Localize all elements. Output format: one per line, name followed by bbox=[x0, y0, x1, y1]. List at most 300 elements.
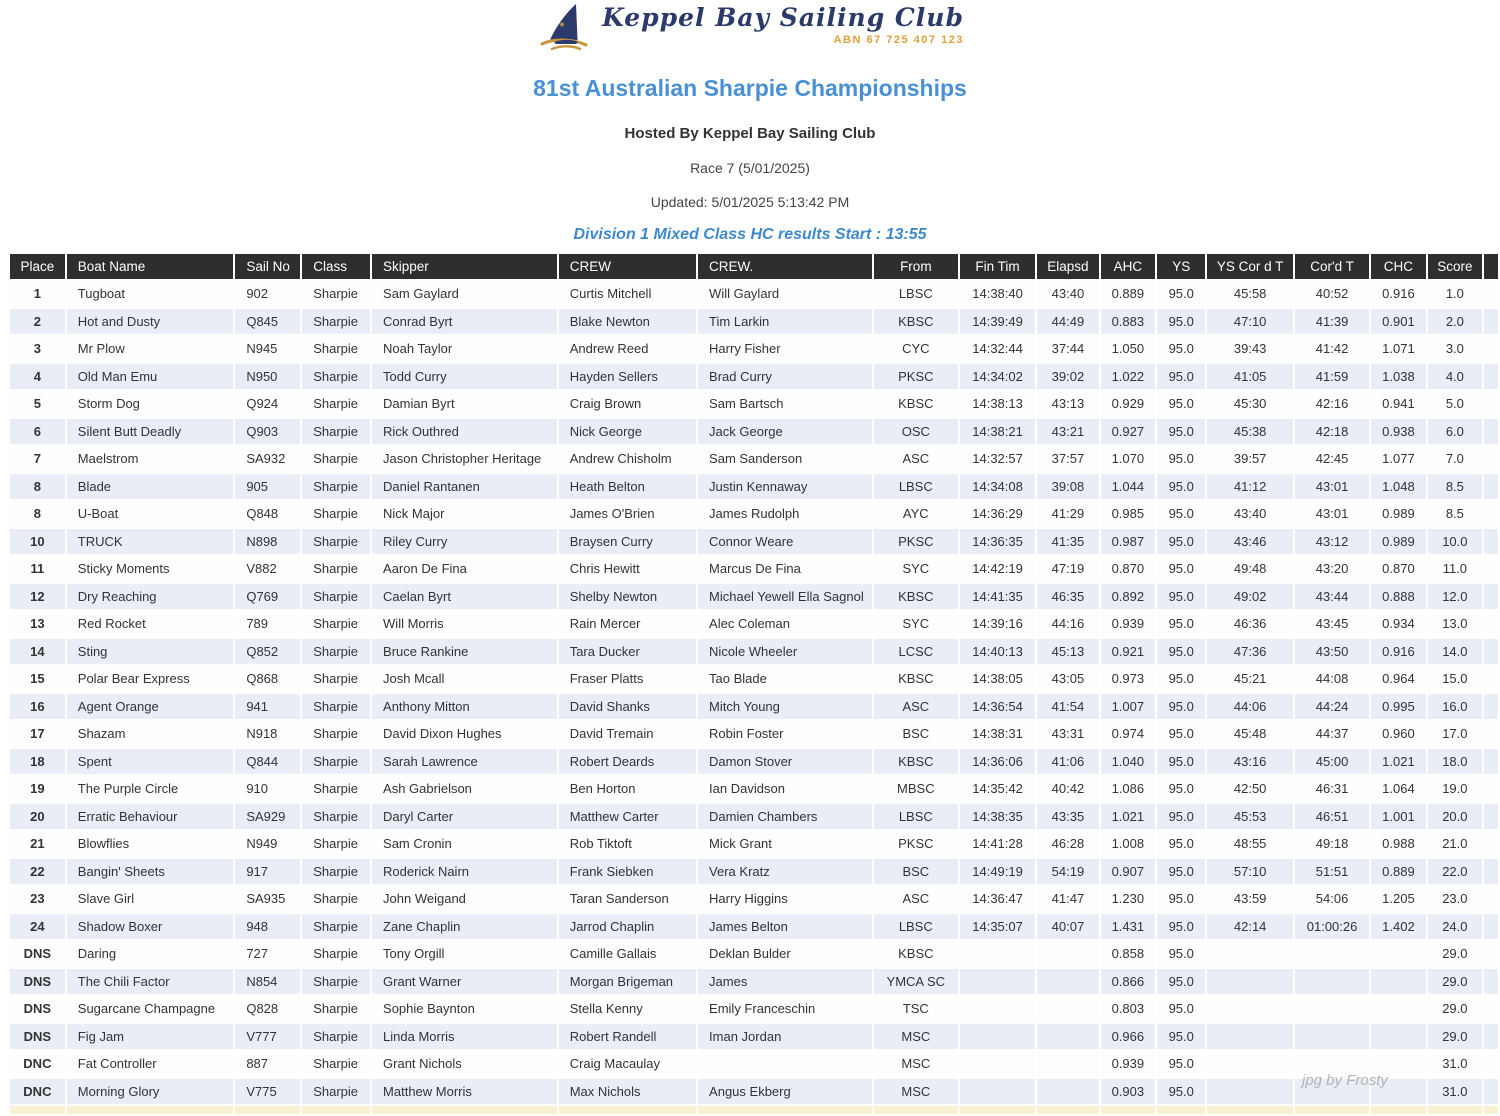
cell: 7.0 bbox=[1428, 446, 1483, 472]
cell bbox=[1484, 1106, 1498, 1114]
cell: 29.0 bbox=[1428, 941, 1483, 967]
cell bbox=[1484, 529, 1498, 555]
cell: Anthony Mitton bbox=[372, 694, 557, 720]
cell: 95.0 bbox=[1157, 804, 1205, 830]
cell: Andrew Reed bbox=[559, 336, 696, 362]
cell: Sharpie bbox=[302, 391, 370, 417]
cell: 45:58 bbox=[1207, 281, 1293, 307]
column-header-ahc: AHC bbox=[1101, 254, 1155, 279]
cell: 95.0 bbox=[1157, 309, 1205, 335]
cell: Tara Ducker bbox=[559, 639, 696, 665]
cell: 43:40 bbox=[1207, 501, 1293, 527]
cell: 14:35:42 bbox=[960, 776, 1035, 802]
cell: TRUCK bbox=[67, 529, 234, 555]
table-row bbox=[10, 886, 1498, 912]
cell: Max Nichols bbox=[559, 1079, 696, 1105]
cell: Heath Belton bbox=[559, 474, 696, 500]
cell: PKSC bbox=[874, 364, 958, 390]
cell: MBSC bbox=[874, 776, 958, 802]
cell: 42:14 bbox=[1207, 914, 1293, 940]
cell bbox=[1484, 281, 1498, 307]
cell: 0.939 bbox=[1101, 611, 1155, 637]
cell bbox=[960, 1106, 1035, 1114]
cell: 0.803 bbox=[1101, 996, 1155, 1022]
cell: 0.916 bbox=[1371, 639, 1425, 665]
cell: Sharpie bbox=[302, 804, 370, 830]
cell: 0.921 bbox=[1101, 639, 1155, 665]
cell: 14:38:31 bbox=[960, 721, 1035, 747]
cell: 95.0 bbox=[1157, 914, 1205, 940]
cell: 917 bbox=[235, 859, 300, 885]
cell: 0.973 bbox=[1101, 666, 1155, 692]
cell: Q903 bbox=[235, 419, 300, 445]
cell bbox=[1207, 941, 1293, 967]
cell bbox=[1484, 309, 1498, 335]
cell: 95.0 bbox=[1157, 831, 1205, 857]
cell: 95.0 bbox=[1157, 1079, 1205, 1105]
cell: James Rudolph bbox=[698, 501, 872, 527]
table-row bbox=[10, 941, 1498, 967]
cell: N918 bbox=[235, 721, 300, 747]
place-cell: 18 bbox=[10, 749, 65, 775]
column-header-sliver bbox=[1484, 254, 1498, 279]
cell bbox=[302, 1106, 370, 1114]
cell: Camille Gallais bbox=[559, 941, 696, 967]
cell: ASC bbox=[874, 446, 958, 472]
cell: 43:12 bbox=[1295, 529, 1369, 555]
table-row bbox=[10, 391, 1498, 417]
cell: Justin Kennaway bbox=[698, 474, 872, 500]
cell: V882 bbox=[235, 556, 300, 582]
place-cell: 3 bbox=[10, 336, 65, 362]
cell: 948 bbox=[235, 914, 300, 940]
table-row bbox=[10, 446, 1498, 472]
table-row bbox=[10, 666, 1498, 692]
cell: 46:28 bbox=[1037, 831, 1098, 857]
place-cell: 21 bbox=[10, 831, 65, 857]
cell bbox=[1371, 996, 1425, 1022]
cell: Sharpie bbox=[302, 1024, 370, 1050]
cell bbox=[1207, 1051, 1293, 1077]
cell: Sharpie bbox=[302, 749, 370, 775]
cell: Daniel Rantanen bbox=[372, 474, 557, 500]
cell: N854 bbox=[235, 969, 300, 995]
cell: KBSC bbox=[874, 391, 958, 417]
cell bbox=[1484, 1079, 1498, 1105]
cell: Red Rocket bbox=[67, 611, 234, 637]
cell: Andrew Chisholm bbox=[559, 446, 696, 472]
cell: Robert Randell bbox=[559, 1024, 696, 1050]
cell: 887 bbox=[235, 1051, 300, 1077]
cell: 1.070 bbox=[1101, 446, 1155, 472]
cell: Harry Higgins bbox=[698, 886, 872, 912]
cell: Storm Dog bbox=[67, 391, 234, 417]
cell bbox=[1371, 1106, 1425, 1114]
table-row bbox=[10, 749, 1498, 775]
cell bbox=[1484, 611, 1498, 637]
place-cell: 8 bbox=[10, 501, 65, 527]
cell: Sting bbox=[67, 639, 234, 665]
club-abn: ABN 67 725 407 123 bbox=[833, 34, 964, 46]
cell: 8.5 bbox=[1428, 474, 1483, 500]
cell: 1.048 bbox=[1371, 474, 1425, 500]
cell bbox=[1484, 639, 1498, 665]
table-row bbox=[10, 309, 1498, 335]
cell: Rick Outhred bbox=[372, 419, 557, 445]
cell: 49:18 bbox=[1295, 831, 1369, 857]
cell: 95.0 bbox=[1157, 529, 1205, 555]
cell bbox=[1484, 969, 1498, 995]
cell: James Belton bbox=[698, 914, 872, 940]
place-cell: 7 bbox=[10, 446, 65, 472]
cell: Jason Christopher Heritage bbox=[372, 446, 557, 472]
place-cell: DNS bbox=[10, 969, 65, 995]
cell: 14:40:13 bbox=[960, 639, 1035, 665]
cell bbox=[1484, 391, 1498, 417]
cell: 49:02 bbox=[1207, 584, 1293, 610]
cell: Morning Glory bbox=[67, 1079, 234, 1105]
cell: 0.916 bbox=[1371, 281, 1425, 307]
cell: MSC bbox=[874, 1024, 958, 1050]
cell bbox=[10, 1106, 65, 1114]
cell bbox=[1037, 1079, 1098, 1105]
cell: Q852 bbox=[235, 639, 300, 665]
cell bbox=[1037, 1051, 1098, 1077]
cell: SA929 bbox=[235, 804, 300, 830]
table-row bbox=[10, 419, 1498, 445]
cell: 95.0 bbox=[1157, 584, 1205, 610]
table-row bbox=[10, 804, 1498, 830]
cell: 14:39:49 bbox=[960, 309, 1035, 335]
cell: 95.0 bbox=[1157, 749, 1205, 775]
cell: Matthew Carter bbox=[559, 804, 696, 830]
table-row bbox=[10, 1051, 1498, 1077]
cell: 95.0 bbox=[1157, 639, 1205, 665]
cell: Fat Controller bbox=[67, 1051, 234, 1077]
cell bbox=[960, 969, 1035, 995]
page-title: 81st Australian Sharpie Championships bbox=[533, 75, 967, 101]
cell: KBSC bbox=[874, 309, 958, 335]
cell: LBSC bbox=[874, 474, 958, 500]
cell: 1.230 bbox=[1101, 886, 1155, 912]
cell bbox=[1484, 749, 1498, 775]
cell: Sophie Baynton bbox=[372, 996, 557, 1022]
table-row bbox=[10, 364, 1498, 390]
cell: 14:38:13 bbox=[960, 391, 1035, 417]
cell bbox=[235, 1106, 300, 1114]
club-logo bbox=[0, 0, 1500, 55]
cell: 48:55 bbox=[1207, 831, 1293, 857]
cell: 13.0 bbox=[1428, 611, 1483, 637]
cell: Taran Sanderson bbox=[559, 886, 696, 912]
cell: Mick Grant bbox=[698, 831, 872, 857]
cell: Dry Reaching bbox=[67, 584, 234, 610]
cell: 1.001 bbox=[1371, 804, 1425, 830]
cell: 41:54 bbox=[1037, 694, 1098, 720]
cell: ASC bbox=[874, 886, 958, 912]
cell: David Tremain bbox=[559, 721, 696, 747]
cell: LBSC bbox=[874, 914, 958, 940]
cell: Sharpie bbox=[302, 831, 370, 857]
cell: 37:44 bbox=[1037, 336, 1098, 362]
column-header-fin-tim: Fin Tim bbox=[960, 254, 1035, 279]
cell: Sharpie bbox=[302, 776, 370, 802]
cell: 0.889 bbox=[1101, 281, 1155, 307]
cell bbox=[1484, 914, 1498, 940]
cell: Fig Jam bbox=[67, 1024, 234, 1050]
place-cell: DNC bbox=[10, 1079, 65, 1105]
cell bbox=[559, 1106, 696, 1114]
cell: 0.889 bbox=[1371, 859, 1425, 885]
cell bbox=[1207, 1079, 1293, 1105]
cell: 0.939 bbox=[1101, 1051, 1155, 1077]
cell: 1.044 bbox=[1101, 474, 1155, 500]
column-header-sail-no: Sail No bbox=[235, 254, 300, 279]
cell: Sharpie bbox=[302, 556, 370, 582]
cell bbox=[1295, 996, 1369, 1022]
place-cell: 17 bbox=[10, 721, 65, 747]
column-header-crew: CREW bbox=[559, 254, 696, 279]
cell: Q769 bbox=[235, 584, 300, 610]
table-row bbox=[10, 474, 1498, 500]
cell: LBSC bbox=[874, 804, 958, 830]
cell: 4.0 bbox=[1428, 364, 1483, 390]
cell: Shadow Boxer bbox=[67, 914, 234, 940]
cell: 10.0 bbox=[1428, 529, 1483, 555]
cell: 44:37 bbox=[1295, 721, 1369, 747]
cell: Sugarcane Champagne bbox=[67, 996, 234, 1022]
cell: 46:31 bbox=[1295, 776, 1369, 802]
cell: Q844 bbox=[235, 749, 300, 775]
cell: Hayden Sellers bbox=[559, 364, 696, 390]
cell: Blowflies bbox=[67, 831, 234, 857]
cell: Riley Curry bbox=[372, 529, 557, 555]
place-cell: 22 bbox=[10, 859, 65, 885]
place-cell: 20 bbox=[10, 804, 65, 830]
cell: BSC bbox=[874, 721, 958, 747]
cell: 14:49:19 bbox=[960, 859, 1035, 885]
cell: Q868 bbox=[235, 666, 300, 692]
cell: 95.0 bbox=[1157, 996, 1205, 1022]
cell: 11.0 bbox=[1428, 556, 1483, 582]
cell: 0.892 bbox=[1101, 584, 1155, 610]
column-header-crew-: CREW. bbox=[698, 254, 872, 279]
cell: 29.0 bbox=[1428, 1024, 1483, 1050]
cell: Old Man Emu bbox=[67, 364, 234, 390]
cell: 40:07 bbox=[1037, 914, 1098, 940]
cell: 54:19 bbox=[1037, 859, 1098, 885]
cell: 41:42 bbox=[1295, 336, 1369, 362]
column-header-class: Class bbox=[302, 254, 370, 279]
cell: 46:51 bbox=[1295, 804, 1369, 830]
cell: Iman Jordan bbox=[698, 1024, 872, 1050]
cell: 1.077 bbox=[1371, 446, 1425, 472]
cell: 14:34:02 bbox=[960, 364, 1035, 390]
cell: 1.071 bbox=[1371, 336, 1425, 362]
cell: The Chili Factor bbox=[67, 969, 234, 995]
cell: 5.0 bbox=[1428, 391, 1483, 417]
cell bbox=[1371, 941, 1425, 967]
cell: 45:48 bbox=[1207, 721, 1293, 747]
cell: 95.0 bbox=[1157, 281, 1205, 307]
cell bbox=[1428, 1106, 1483, 1114]
cell: Sharpie bbox=[302, 364, 370, 390]
cell bbox=[1207, 1024, 1293, 1050]
cell: 0.989 bbox=[1371, 529, 1425, 555]
cell bbox=[1037, 941, 1098, 967]
cell: 727 bbox=[235, 941, 300, 967]
cell bbox=[67, 1106, 234, 1114]
cell: The Purple Circle bbox=[67, 776, 234, 802]
cell: 39:43 bbox=[1207, 336, 1293, 362]
cell: Frank Siebken bbox=[559, 859, 696, 885]
cell: 95.0 bbox=[1157, 859, 1205, 885]
place-cell: 6 bbox=[10, 419, 65, 445]
column-header-cor-d-t: Cor'd T bbox=[1295, 254, 1369, 279]
cell: 14:36:06 bbox=[960, 749, 1035, 775]
cell: Deklan Bulder bbox=[698, 941, 872, 967]
cell: LCSC bbox=[874, 639, 958, 665]
cell bbox=[1101, 1106, 1155, 1114]
cell: 95.0 bbox=[1157, 474, 1205, 500]
cell: 95.0 bbox=[1157, 556, 1205, 582]
cell: Vera Kratz bbox=[698, 859, 872, 885]
cell: 20.0 bbox=[1428, 804, 1483, 830]
cell: KBSC bbox=[874, 941, 958, 967]
place-cell: 12 bbox=[10, 584, 65, 610]
cell: 14:39:16 bbox=[960, 611, 1035, 637]
cell: 31.0 bbox=[1428, 1079, 1483, 1105]
cell: 43:40 bbox=[1037, 281, 1098, 307]
table-row bbox=[10, 584, 1498, 610]
cell: Ash Gabrielson bbox=[372, 776, 557, 802]
place-cell: 24 bbox=[10, 914, 65, 940]
table-row bbox=[10, 694, 1498, 720]
cell: KBSC bbox=[874, 666, 958, 692]
cell: David Shanks bbox=[559, 694, 696, 720]
club-name: Keppel Bay Sailing Club bbox=[602, 3, 964, 32]
cell: David Dixon Hughes bbox=[372, 721, 557, 747]
cell: SYC bbox=[874, 611, 958, 637]
cell: 15.0 bbox=[1428, 666, 1483, 692]
cell: 14:32:44 bbox=[960, 336, 1035, 362]
place-cell: 14 bbox=[10, 639, 65, 665]
cell bbox=[1484, 364, 1498, 390]
cell bbox=[1484, 886, 1498, 912]
cell: 45:21 bbox=[1207, 666, 1293, 692]
cell: 6.0 bbox=[1428, 419, 1483, 445]
column-header-chc: CHC bbox=[1371, 254, 1425, 279]
cell: 43:01 bbox=[1295, 501, 1369, 527]
cell: 42:45 bbox=[1295, 446, 1369, 472]
place-cell: 4 bbox=[10, 364, 65, 390]
cell: 22.0 bbox=[1428, 859, 1483, 885]
cell: 789 bbox=[235, 611, 300, 637]
cell: Daryl Carter bbox=[372, 804, 557, 830]
cell: Rob Tiktoft bbox=[559, 831, 696, 857]
cell: 41:06 bbox=[1037, 749, 1098, 775]
cell: 46:35 bbox=[1037, 584, 1098, 610]
cell: Curtis Mitchell bbox=[559, 281, 696, 307]
cell: 47:10 bbox=[1207, 309, 1293, 335]
cell: Sharpie bbox=[302, 1079, 370, 1105]
cell bbox=[1484, 859, 1498, 885]
cell: 1.040 bbox=[1101, 749, 1155, 775]
cell: 31.0 bbox=[1428, 1051, 1483, 1077]
cell: Blade bbox=[67, 474, 234, 500]
cell: Sharpie bbox=[302, 336, 370, 362]
cell: 95.0 bbox=[1157, 501, 1205, 527]
cell: CYC bbox=[874, 336, 958, 362]
cell: Jack George bbox=[698, 419, 872, 445]
place-cell: 19 bbox=[10, 776, 65, 802]
cell: 1.431 bbox=[1101, 914, 1155, 940]
cell: BSC bbox=[874, 859, 958, 885]
cell: SA932 bbox=[235, 446, 300, 472]
cell bbox=[1484, 831, 1498, 857]
cell: 14:38:21 bbox=[960, 419, 1035, 445]
cell: 46:36 bbox=[1207, 611, 1293, 637]
table-row bbox=[10, 501, 1498, 527]
cell: N949 bbox=[235, 831, 300, 857]
cell: AYC bbox=[874, 501, 958, 527]
cell: Grant Warner bbox=[372, 969, 557, 995]
cell: Sharpie bbox=[302, 721, 370, 747]
cell: Mitch Young bbox=[698, 694, 872, 720]
cell: 44:08 bbox=[1295, 666, 1369, 692]
cell: SYC bbox=[874, 556, 958, 582]
cell: 1.021 bbox=[1371, 749, 1425, 775]
column-header-boat-name: Boat Name bbox=[67, 254, 234, 279]
cell: 3.0 bbox=[1428, 336, 1483, 362]
cell: Craig Macaulay bbox=[559, 1051, 696, 1077]
cell: 0.907 bbox=[1101, 859, 1155, 885]
cell bbox=[960, 1051, 1035, 1077]
cell: 95.0 bbox=[1157, 419, 1205, 445]
place-cell: DNS bbox=[10, 996, 65, 1022]
cell: 0.938 bbox=[1371, 419, 1425, 445]
cell bbox=[1295, 1051, 1369, 1077]
cell: 51:51 bbox=[1295, 859, 1369, 885]
cell: Agent Orange bbox=[67, 694, 234, 720]
table-header-row bbox=[10, 254, 1498, 279]
cell: 1.086 bbox=[1101, 776, 1155, 802]
cell bbox=[1037, 996, 1098, 1022]
cell: 14:42:19 bbox=[960, 556, 1035, 582]
cell: 40:52 bbox=[1295, 281, 1369, 307]
cell: 0.989 bbox=[1371, 501, 1425, 527]
column-header-elapsd: Elapsd bbox=[1037, 254, 1098, 279]
cell: Zane Chaplin bbox=[372, 914, 557, 940]
cell: MSC bbox=[874, 1079, 958, 1105]
cell: 44:24 bbox=[1295, 694, 1369, 720]
cell: 8.5 bbox=[1428, 501, 1483, 527]
table-row bbox=[10, 529, 1498, 555]
cell: 44:49 bbox=[1037, 309, 1098, 335]
table-row bbox=[10, 776, 1498, 802]
cell: V777 bbox=[235, 1024, 300, 1050]
cell: 905 bbox=[235, 474, 300, 500]
cell bbox=[1295, 1079, 1369, 1105]
cell: Roderick Nairn bbox=[372, 859, 557, 885]
column-header-place: Place bbox=[10, 254, 65, 279]
cell: Will Morris bbox=[372, 611, 557, 637]
cell: Fraser Platts bbox=[559, 666, 696, 692]
cell: 14:35:07 bbox=[960, 914, 1035, 940]
cell bbox=[698, 1051, 872, 1077]
cell bbox=[1037, 1106, 1098, 1114]
results-table bbox=[8, 252, 1500, 1116]
